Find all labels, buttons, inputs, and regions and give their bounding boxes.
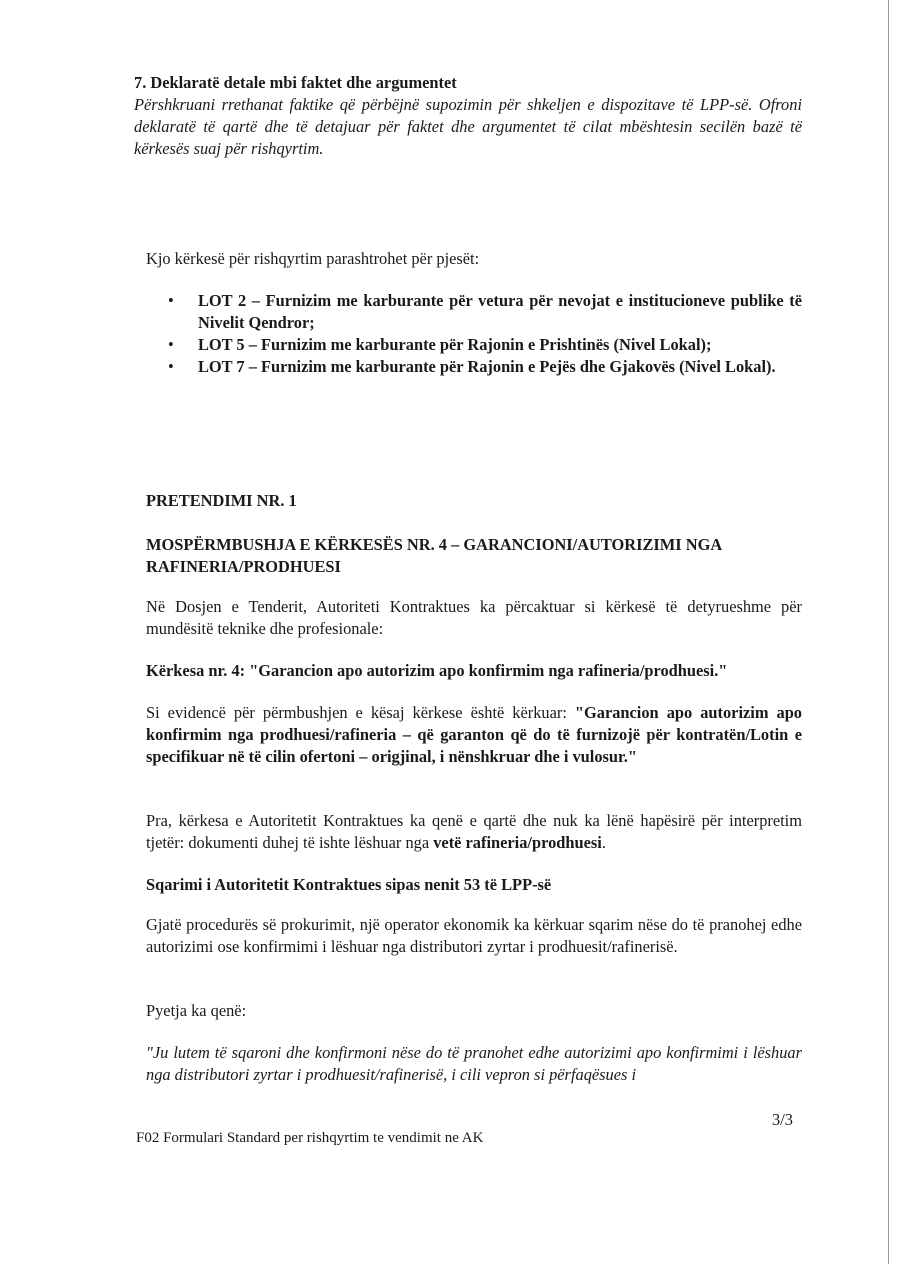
section-instruction: Përshkruani rrethanat faktike që përbëjnë supozimin për shkeljen e dispozitave të LPP-së. Ofroni deklaratë të qartë dhe të detajuar për faktet dhe argumentet të cilat mbështesin secilën bazë të kërkesës suaj për rishqyrtim.: [134, 95, 802, 158]
paragraph-clarification: Gjatë procedurës së prokurimit, një operator ekonomik ka kërkuar sqarim nëse do të pranohej edhe autorizimi ose konfirmimi i lëshuar nga distributori zyrtar i prodhuesit/rafinerisë.: [146, 915, 802, 956]
requirement-4: Kërkesa nr. 4: "Garancion apo autorizim apo konfirmim nga rafineria/prodhuesi.": [146, 661, 728, 680]
conclusion-lead: Pra, kërkesa e Autoritetit Kontraktues ka qenë e qartë dhe nuk ka lënë hapësirë për interpretim tjetër: dokumenti duhej të ishte lëshuar nga: [146, 811, 802, 852]
intro-text: Kjo kërkesë për rishqyrtim parashtrohet për pjesët:: [146, 249, 480, 268]
page-edge-line: [888, 0, 889, 1264]
list-item: • LOT 2 – Furnizim me karburante për vetura për nevojat e institucioneve publike të Nivelit Qendror;: [168, 290, 802, 334]
paragraph-evidence: [146, 702, 802, 768]
form-footer: F02 Formulari Standard per rishqyrtim te vendimit ne AK: [136, 1130, 484, 1146]
question-text: "Ju lutem të sqaroni dhe konfirmoni nëse do të pranohet edhe autorizimi apo konfirmimi i lëshuar nga distributori zyrtar i prodhuesit/rafinerisë, i cili vepron si përfaqësues i: [146, 1043, 802, 1084]
clarification-heading: Sqarimi i Autoritetit Kontraktues sipas nenit 53 të LPP-së: [146, 875, 552, 894]
list-item: • LOT 5 – Furnizim me karburante për Rajonin e Prishtinës (Nivel Lokal);: [168, 334, 802, 356]
evidence-quote: "Garancion apo autorizim apo konfirmim nga prodhuesi/rafineria – që garanton që do të furnizojë për kontratën/Lotin e specifikuar në të cilin ofertoni – origjinal, i nënshkruar dhe i vulosur.": [146, 703, 802, 766]
claim-label: PRETENDIMI NR. 1: [146, 491, 297, 510]
evidence-lead: Si evidencë për përmbushjen e kësaj kërkese është kërkuar:: [146, 703, 575, 722]
claim-title: MOSPËRMBUSHJA E KËRKESËS NR. 4 – GARANCIONI/AUTORIZIMI NGA RAFINERIA/PRODHUESI: [146, 535, 722, 576]
paragraph-tender-dossier: Në Dosjen e Tenderit, Autoriteti Kontraktues ka përcaktuar si kërkesë të detyrueshme për mundësitë teknike dhe profesionale:: [146, 597, 802, 638]
conclusion-end: .: [601, 833, 606, 852]
conclusion-bold: vetë rafineria/prodhuesi: [433, 833, 602, 852]
section-heading: 7. Deklaratë detale mbi faktet dhe argumentet: [134, 73, 457, 92]
lots-list: [168, 290, 802, 378]
page-number: 3/3: [772, 1110, 793, 1129]
paragraph-conclusion: [146, 810, 802, 854]
list-item: • LOT 7 – Furnizim me karburante për Rajonin e Pejës dhe Gjakovës (Nivel Lokal).: [168, 356, 802, 378]
question-label: Pyetja ka qenë:: [146, 1001, 247, 1020]
